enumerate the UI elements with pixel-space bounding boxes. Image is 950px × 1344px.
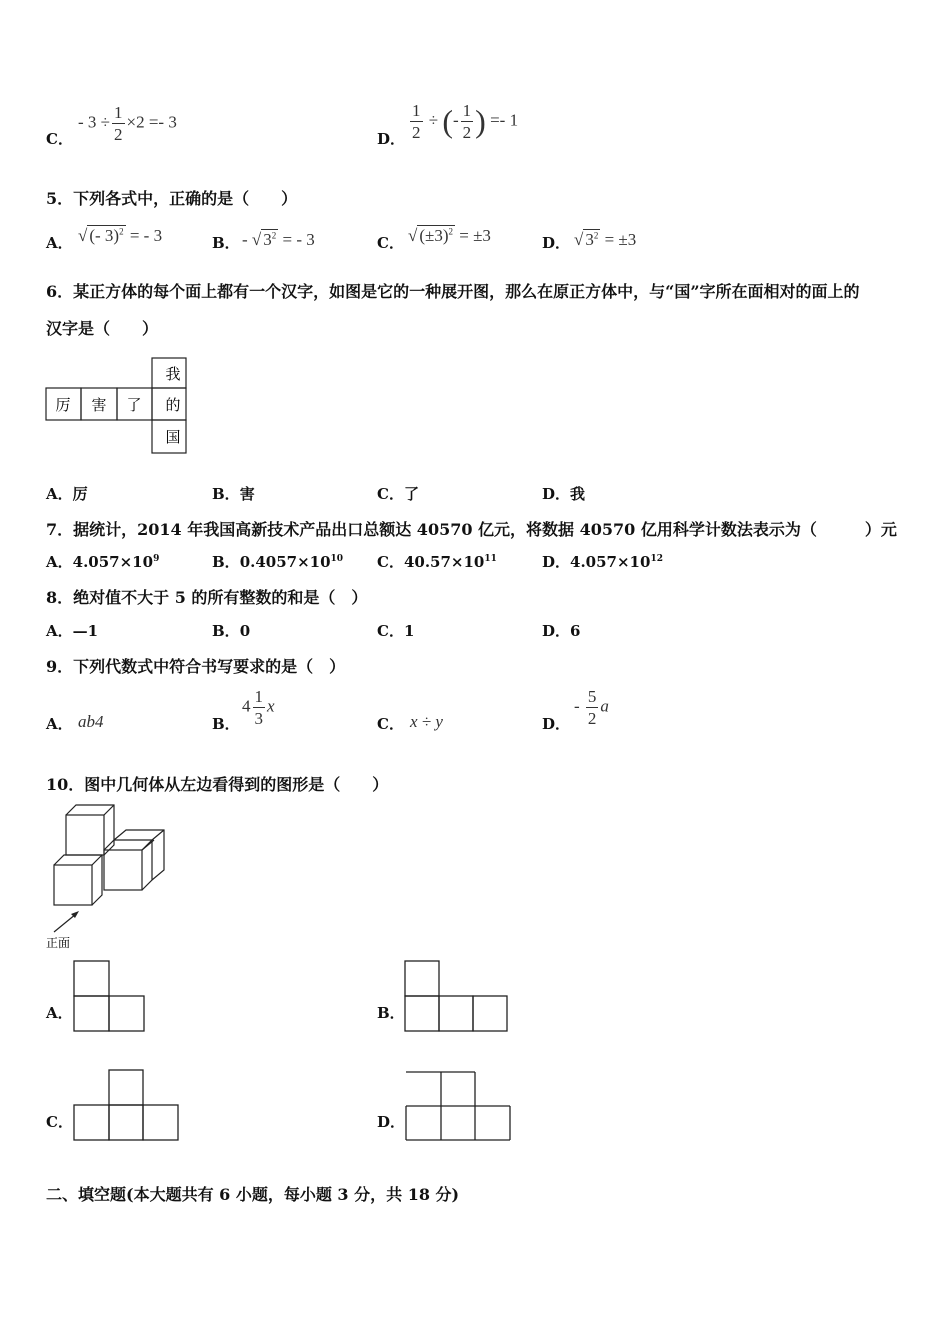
q10-option-b-label: B． (377, 1004, 405, 1022)
cube-net-figure (44, 356, 190, 456)
q5-option-c-label: C． (377, 234, 404, 252)
q9-option-a-label: A． (46, 715, 73, 733)
net-cell-top: 我 (165, 365, 181, 383)
q9-option-c-label: C． (377, 715, 404, 733)
q8-option-d: D．6 (542, 622, 581, 640)
solid-figure (44, 802, 176, 952)
q9-option-d-label: D． (542, 715, 571, 733)
q10-option-a-label: A． (46, 1004, 73, 1022)
net-cell-3: 了 (126, 396, 142, 414)
q5-option-b-expression: - √ $3^2$ = - 3 (242, 230, 315, 249)
q7-stem: 7．据统计，2014 年我国高新技术产品出口总额达 40570 亿元，将数据 40570 亿用科学计数法表示为（ ）元 (46, 520, 897, 539)
q8-stem: 8．绝对值不大于 5 的所有整数的和是（ ） (46, 588, 368, 607)
q9-option-d-expression: - $\frac{5}{2}$ a (574, 687, 609, 728)
q9-option-b-expression: 4 $\frac{1}{3}$ x (242, 687, 275, 728)
q7-option-b: B．$0.4057\times 10^{10}$ (212, 553, 344, 571)
q9-option-a-expression: ab4 (78, 712, 104, 731)
front-arrow-line (54, 914, 76, 932)
q4-option-c-label: C． (46, 130, 73, 148)
net-cell-middle: 的 (165, 396, 181, 414)
q5-stem: 5．下列各式中，正确的是（ ） (46, 189, 298, 208)
q4-option-d-label: D． (377, 130, 406, 148)
q6-option-b: B．害 (212, 485, 255, 503)
q10-stem: 10．图中几何体从左边看得到的图形是（ ） (46, 775, 389, 794)
q5-option-b-label: B． (212, 234, 240, 252)
q6-option-c: C．了 (377, 485, 419, 503)
q8-option-c: C．1 (377, 622, 415, 640)
net-cell-2: 害 (91, 396, 107, 414)
q8-option-b: B．0 (212, 622, 251, 640)
q10-option-d-label: D． (377, 1113, 406, 1131)
q5-option-d-label: D． (542, 234, 571, 252)
q6-stem-line2: 汉字是（ ） (46, 319, 159, 338)
q6-option-a: A．厉 (46, 485, 88, 503)
front-view-label: 正面 (46, 936, 71, 950)
q5-option-c-expression: √ $(\pm 3)^2 = \pm 3$ (408, 226, 491, 245)
q7-option-c: C．$40.57\times 10^{11}$ (377, 553, 497, 571)
q9-stem: 9．下列代数式中符合书写要求的是（ ） (46, 657, 346, 676)
net-cell-1: 厉 (55, 396, 71, 414)
q10-option-a-figure (73, 960, 147, 1034)
q7-option-a: A．$4.057\times 10^9$ (46, 553, 160, 571)
q6-stem-line1: 6．某正方体的每个面上都有一个汉字，如图是它的一种展开图，那么在原正方体中，与“国”字所在面相对的面上的 (46, 282, 860, 301)
q9-option-b-label: B． (212, 715, 240, 733)
q4-option-d-expression: $\frac{1}{2}$ ÷ (- $\frac{1}{2}$ ) =- 1 (412, 101, 519, 142)
q10-option-c-label: C． (46, 1113, 73, 1131)
q8-option-a: A．—1 (46, 622, 99, 640)
q4-option-c-expression: - 3 ÷ $\frac{1}{2}$ ×2 =- 3 (78, 103, 177, 144)
q5-option-a-expression: √ (- 3)$^2$ = - 3 (78, 226, 163, 245)
q10-option-b-figure (404, 960, 512, 1034)
section-2-heading: 二、填空题(本大题共有 6 小题，每小题 3 分，共 18 分) (46, 1185, 460, 1204)
q6-option-d: D．我 (542, 485, 586, 503)
q7-option-d: D．$4.057\times 10^{12}$ (542, 553, 663, 571)
net-cell-bottom: 国 (165, 428, 181, 446)
q5-option-a-label: A． (46, 234, 73, 252)
q5-option-d-expression: √ $3^2 = \pm 3$ (574, 230, 637, 249)
q10-option-c-figure (73, 1069, 181, 1143)
q10-option-d-figure (404, 1069, 514, 1143)
q9-option-c-expression: x ÷ y (410, 712, 443, 731)
